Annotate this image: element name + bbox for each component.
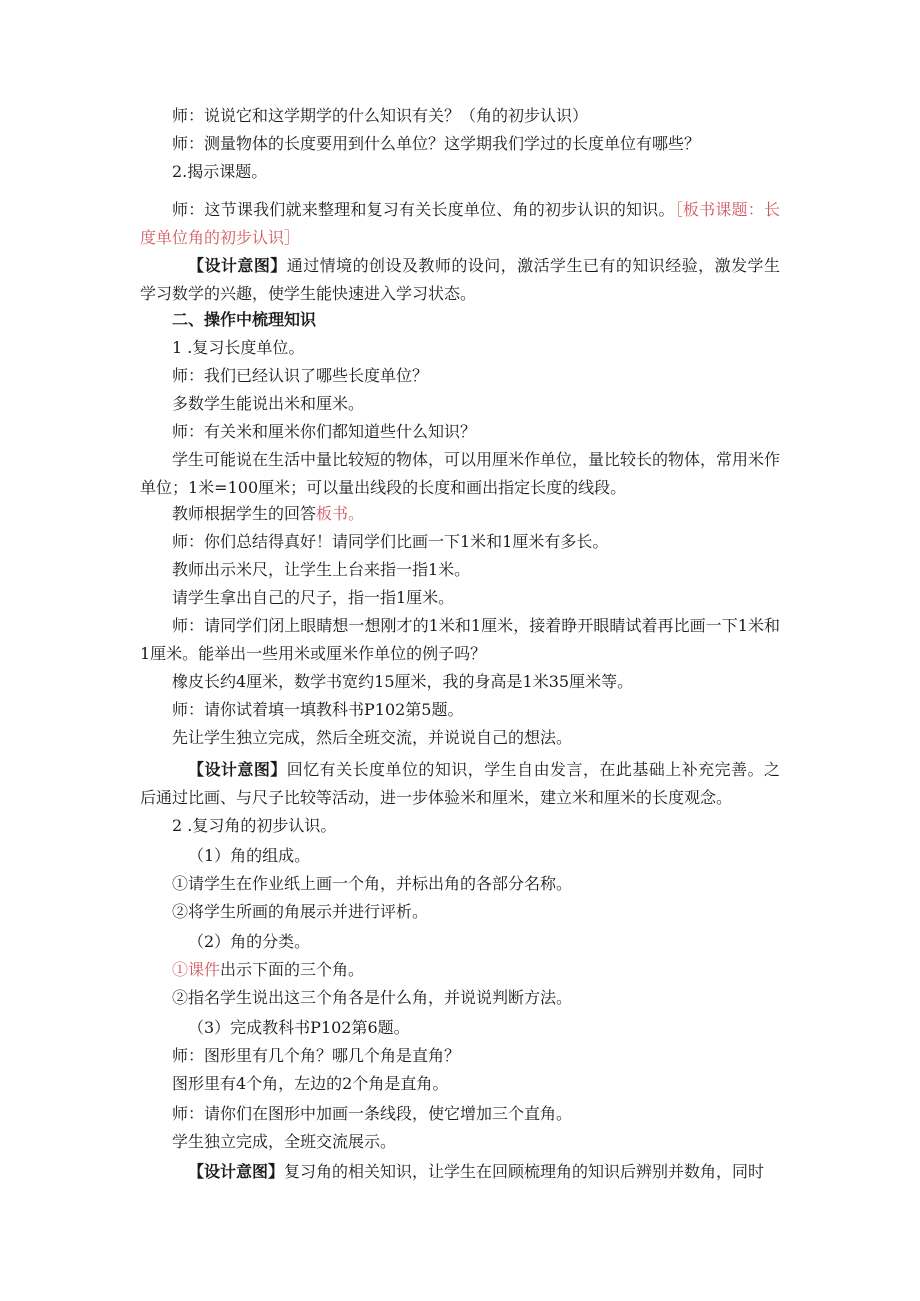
paragraph (140, 612, 780, 668)
text-line: 学生可能说在生活中量比较短的物体，可以用厘米作单位，量比较长的物体，常用米作单位；1米=100厘米；可以量出线段的长度和画出指定长度的线段。 (140, 450, 781, 497)
text-line: 2.揭示课题。 (172, 162, 268, 181)
design-intent-paragraph (140, 1158, 780, 1186)
text-line: 师：图形里有几个角？哪几个角是直角？ (172, 1046, 461, 1065)
list-item (140, 956, 780, 984)
paragraph (140, 696, 780, 724)
design-intent-label: 【设计意图】 (188, 256, 287, 275)
paragraph (140, 1070, 780, 1098)
text-line: 教师出示米尺，让学生上台来指一指1米。 (172, 560, 471, 579)
text-line: （3）完成教科书P102第6题。 (188, 1018, 410, 1037)
heading-text: 二、操作中梳理知识 (172, 310, 317, 329)
board-note: ［板书课题：长度单位角的初步认识］ (140, 200, 780, 247)
text-line: 师：测量物体的长度要用到什么单位？这学期我们学过的长度单位有哪些？ (172, 134, 701, 153)
text-line: 请学生拿出自己的尺子，指一指1厘米。 (172, 588, 455, 607)
section-step (140, 812, 780, 840)
design-intent-paragraph (140, 756, 780, 812)
text-line: 复习角的相关知识，让学生在回顾梳理角的知识后辨别并数角，同时 (284, 1162, 765, 1181)
text-line: 出示下面的三个角。 (220, 960, 365, 979)
subsection (140, 1014, 780, 1042)
text-line: 教师根据学生的回答 (172, 504, 317, 523)
text-line: （2）角的分类。 (188, 932, 311, 951)
text-line: ②将学生所画的角展示并进行评析。 (172, 902, 429, 921)
courseware-note: ①课件 (172, 960, 221, 979)
text-line: 回忆有关长度单位的知识，学生自由发言，在此基础上补充完善。之后通过比画、与尺子比较等活动，进一步体验米和厘米，建立米和厘米的长度观念。 (140, 760, 780, 807)
section-heading (140, 306, 780, 334)
text-line: 师：有关米和厘米你们都知道些什么知识？ (172, 422, 477, 441)
paragraph (140, 446, 780, 502)
text-line: 学生独立完成，全班交流展示。 (172, 1132, 397, 1151)
text-line: 师：请你试着填一填教科书P102第5题。 (172, 700, 464, 719)
design-intent-label: 【设计意图】 (188, 1162, 285, 1181)
design-intent-paragraph (140, 252, 780, 308)
paragraph (140, 500, 780, 528)
subsection (140, 842, 780, 870)
paragraph (140, 584, 780, 612)
text-line: ②指名学生说出这三个角各是什么角，并说说判断方法。 (172, 988, 573, 1007)
text-line: 师：我们已经认识了哪些长度单位？ (172, 366, 429, 385)
board-note: 板书。 (316, 504, 365, 523)
text-line: 师：请你们在图形中加画一条线段，使它增加三个直角。 (172, 1104, 573, 1123)
text-line: 先让学生独立完成，然后全班交流，并说说自己的想法。 (172, 728, 573, 747)
text-line: 2 .复习角的初步认识。 (172, 816, 337, 835)
design-intent-label: 【设计意图】 (188, 760, 287, 779)
text-line: 橡皮长约4厘米，数学书宽约15厘米，我的身高是1米35厘米等。 (172, 672, 634, 691)
text-line: 多数学生能说出米和厘米。 (172, 394, 365, 413)
text-line: ①请学生在作业纸上画一个角，并标出角的各部分名称。 (172, 874, 573, 893)
paragraph (140, 668, 780, 696)
section-step (140, 158, 780, 186)
text-line: 师：你们总结得真好！请同学们比画一下1米和1厘米有多长。 (172, 532, 609, 551)
section-step (140, 334, 780, 362)
text-line: 师：这节课我们就来整理和复习有关长度单位、角的初步认识的知识。 (172, 200, 675, 219)
list-item (140, 984, 780, 1012)
paragraph (140, 1042, 780, 1070)
text-line: 图形里有4个角，左边的2个角是直角。 (172, 1074, 449, 1093)
paragraph (140, 130, 780, 158)
paragraph (140, 724, 780, 752)
paragraph (140, 1100, 780, 1128)
paragraph (140, 528, 780, 556)
list-item (140, 870, 780, 898)
subsection (140, 928, 780, 956)
text-line: 师：请同学们闭上眼睛想一想刚才的1米和1厘米，接着睁开眼睛试着再比画一下1米和1厘米。能举出一些用米或厘米作单位的例子吗？ (140, 616, 780, 663)
paragraph (140, 556, 780, 584)
text-line: 师：说说它和这学期学的什么知识有关？（角的初步认识） (172, 106, 589, 125)
paragraph (140, 102, 780, 130)
paragraph (140, 418, 780, 446)
list-item (140, 898, 780, 926)
text-line: 通过情境的创设及教师的设问，激活学生已有的知识经验，激发学生学习数学的兴趣，使学生能快速进入学习状态。 (140, 256, 780, 303)
paragraph (140, 362, 780, 390)
text-line: 1 .复习长度单位。 (172, 338, 305, 357)
paragraph (140, 390, 780, 418)
paragraph (140, 196, 780, 252)
paragraph (140, 1128, 780, 1156)
text-line: （1）角的组成。 (188, 846, 311, 865)
